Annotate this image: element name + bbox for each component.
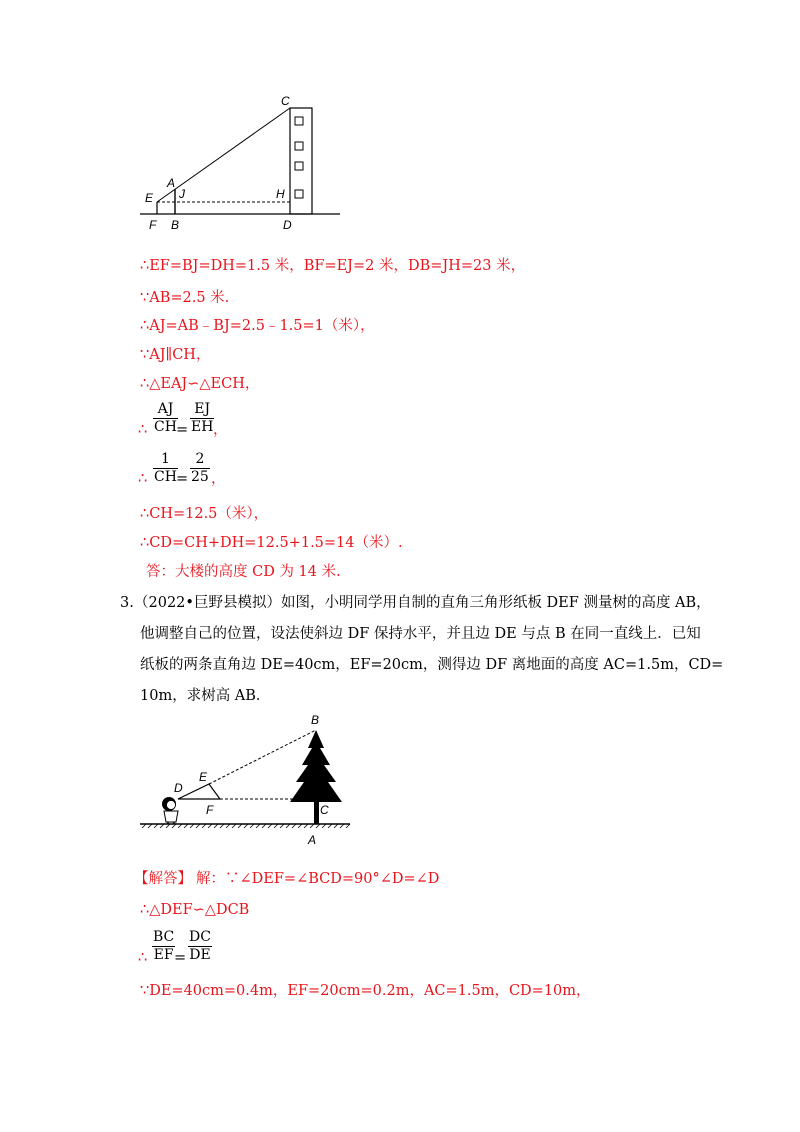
problem-text: 纸板的两条直角边 DE=40cm，EF=20cm，测得边 DF 离地面的高度 AC=1.5m，CD= bbox=[140, 657, 724, 673]
therefore-symbol: ∴ bbox=[138, 950, 148, 966]
label-d: D bbox=[283, 218, 292, 232]
problem-number: 3. bbox=[120, 595, 134, 611]
fraction bbox=[190, 451, 210, 486]
fraction-numerator: BC bbox=[153, 929, 175, 945]
solution-line: ∵AJ∥CH， bbox=[140, 347, 211, 363]
label-e: E bbox=[199, 770, 208, 784]
problem-text: （2022•巨野县模拟）如图，小明同学用自制的直角三角形纸板 DEF 测量树的高度 AB， bbox=[134, 595, 711, 611]
solution-line: ∴AJ=AB﹣BJ=2.5﹣1.5=1（米）， bbox=[140, 318, 375, 334]
fraction-numerator: AJ bbox=[153, 401, 178, 419]
solution-line: ∴△EAJ∽△ECH， bbox=[140, 376, 260, 392]
figure-tree-diagram bbox=[138, 710, 353, 852]
solution-line: ∴EF=BJ=DH=1.5 米，BF=EJ=2 米，DB=JH=23 米， bbox=[140, 258, 526, 274]
window bbox=[295, 190, 303, 198]
solution-line: ∴△DEF∽△DCB bbox=[140, 902, 250, 918]
fraction-numerator: EJ bbox=[190, 401, 214, 419]
fraction bbox=[190, 401, 214, 436]
window bbox=[295, 142, 303, 150]
fraction bbox=[153, 451, 178, 486]
fraction-numerator: DC bbox=[189, 929, 211, 945]
label-f: F bbox=[149, 218, 157, 232]
triangle-def bbox=[178, 784, 220, 799]
solution-line: 解：∵∠DEF=∠BCD=90°∠D=∠D bbox=[196, 871, 440, 887]
label-b: B bbox=[171, 218, 180, 232]
equals-sign: = bbox=[176, 471, 189, 487]
answer-line: 答：大楼的高度 CD 为 14 米. bbox=[146, 564, 341, 580]
label-f: F bbox=[206, 803, 214, 817]
label-a: A bbox=[308, 833, 317, 847]
fraction-numerator: 2 bbox=[190, 451, 210, 469]
label-c: C bbox=[281, 94, 290, 108]
comma: ， bbox=[211, 471, 226, 487]
therefore-symbol: ∴ bbox=[138, 471, 148, 487]
figure-building-diagram bbox=[135, 92, 350, 234]
label-d: D bbox=[174, 781, 183, 795]
solution-line: ∴CD=CH+DH=12.5+1.5=14（米）. bbox=[140, 535, 403, 551]
fraction bbox=[153, 401, 178, 436]
fraction-denominator: 25 bbox=[191, 469, 209, 485]
fraction-denominator: CH bbox=[154, 419, 177, 435]
label-h: H bbox=[276, 187, 285, 201]
label-a: A bbox=[167, 176, 176, 190]
fraction-numerator: 1 bbox=[153, 451, 178, 469]
equals-sign: = bbox=[176, 422, 189, 438]
solution-tag: 【解答】 bbox=[134, 871, 192, 887]
label-b: B bbox=[311, 713, 320, 727]
fraction-denominator: CH bbox=[154, 469, 177, 485]
solution-line: ∴CH=12.5（米）， bbox=[140, 506, 269, 522]
label-c: C bbox=[320, 803, 329, 817]
window bbox=[295, 117, 303, 125]
fraction-denominator: EH bbox=[191, 419, 214, 435]
label-j: J bbox=[179, 187, 185, 201]
fraction bbox=[152, 929, 175, 964]
problem-text: 他调整自己的位置，设法使斜边 DF 保持水平，并且边 DE 与点 B 在同一直线上．已知 bbox=[140, 626, 701, 642]
comma: ， bbox=[213, 422, 228, 438]
problem-text: 10m，求树高 AB． bbox=[140, 688, 271, 704]
equals-sign: = bbox=[174, 950, 187, 966]
solution-line: ∵AB=2.5 米. bbox=[140, 290, 230, 306]
solution-line: ∵DE=40cm=0.4m，EF=20cm=0.2m，AC=1.5m，CD=10m， bbox=[140, 983, 591, 999]
fraction-denominator: EF bbox=[153, 947, 174, 963]
person bbox=[162, 797, 178, 824]
window bbox=[295, 162, 303, 170]
therefore-symbol: ∴ bbox=[138, 422, 148, 438]
fraction bbox=[188, 929, 212, 964]
tree bbox=[290, 730, 342, 824]
sight-line bbox=[157, 108, 290, 202]
dashed-sight-line bbox=[209, 730, 316, 784]
fraction-denominator: DE bbox=[189, 947, 211, 963]
label-e: E bbox=[145, 191, 154, 205]
